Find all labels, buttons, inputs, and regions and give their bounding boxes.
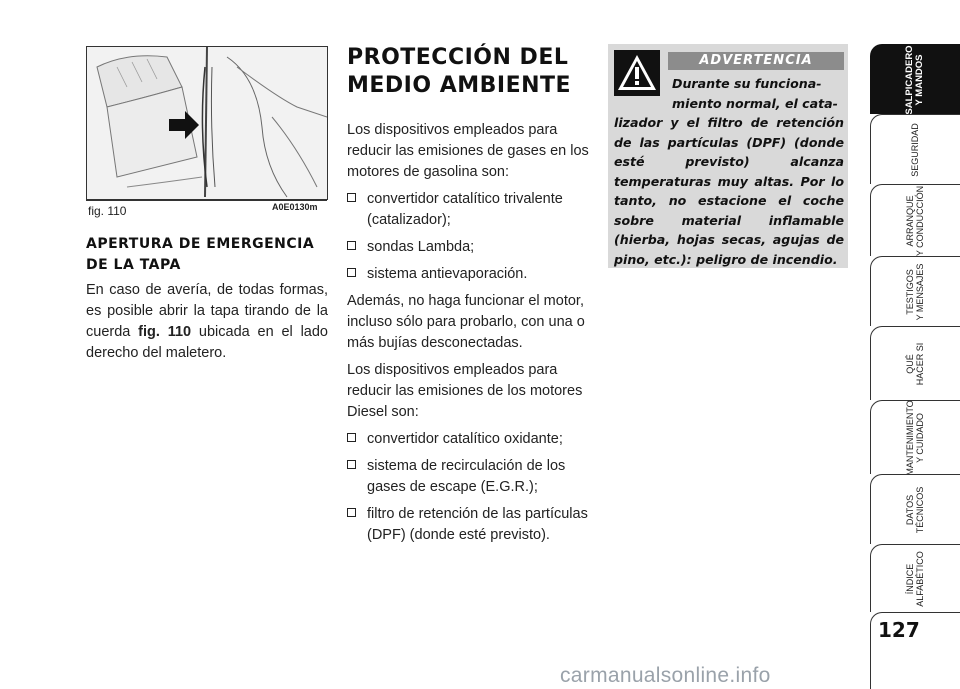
- warning-box: [608, 44, 848, 268]
- heading-line: DE LA TAPA: [86, 257, 181, 273]
- tab-chapter-1[interactable]: [870, 114, 960, 184]
- gasoline-intro: Los dispositivos empleados para reducir las emisiones de gases en los motores de gasolina son:: [347, 122, 589, 180]
- list-item-text: sistema antievaporación.: [367, 266, 528, 282]
- section-heading-emergency: [86, 234, 330, 276]
- tab-chapter-2[interactable]: [870, 184, 960, 256]
- list-item-text: convertidor catalítico oxidante;: [367, 431, 563, 447]
- tab-label-line: Y CUIDADO: [915, 412, 925, 463]
- tab-label-line: TESTIGOS: [905, 268, 915, 315]
- list-item: [347, 504, 589, 546]
- tab-chapter-7[interactable]: [870, 544, 960, 612]
- environment-section: [347, 120, 589, 552]
- diesel-list: [347, 429, 589, 546]
- figure-caption: fig. 110: [88, 204, 127, 218]
- tab-chapter-0[interactable]: [870, 44, 960, 114]
- chapter-tabs: [870, 0, 960, 689]
- warning-text: [614, 74, 844, 269]
- checkbox-bullet-icon: [347, 193, 356, 202]
- spark-plug-note: Además, no haga funcionar el motor, incluso sólo para probarlo, con una o más bujías desconectadas.: [347, 293, 585, 351]
- tab-label-line: ALFABÉTICO: [915, 550, 925, 607]
- tab-label-line: SEGURIDAD: [910, 122, 920, 177]
- figure-code: A0E0130m: [272, 202, 318, 212]
- tab-label-line: HACER SI: [915, 342, 925, 385]
- figure-reference: fig. 110: [138, 324, 192, 340]
- figure-rule: [86, 200, 327, 201]
- heading-line: APERTURA DE EMERGENCIA: [86, 236, 315, 252]
- title-line: PROTECCIÓN DEL: [347, 45, 569, 70]
- list-item-text: sistema de recirculación de los gases de escape (E.G.R.);: [367, 458, 566, 495]
- tab-label: [905, 551, 925, 607]
- checkbox-bullet-icon: [347, 460, 356, 469]
- list-item: [347, 429, 589, 450]
- tab-label: [905, 400, 925, 475]
- title-line: MEDIO AMBIENTE: [347, 73, 572, 98]
- tab-label-line: ARRANQUE: [905, 195, 915, 247]
- diesel-intro: Los dispositivos empleados para reducir las emisiones de los motores Diesel son:: [347, 362, 583, 420]
- tab-label-line: MANTENIMIENTO: [905, 399, 915, 476]
- paragraph-text: En caso de avería, de todas formas, es posible abrir la tapa tirando de la cuerda: [86, 282, 328, 340]
- tab-label-line: Y MANDOS: [914, 53, 925, 106]
- gasoline-list: [347, 189, 589, 285]
- tab-label: [905, 263, 925, 320]
- tab-label-line: TÉCNICOS: [915, 486, 925, 533]
- emergency-paragraph: [86, 280, 328, 364]
- list-item: [347, 456, 589, 498]
- tab-chapter-3[interactable]: [870, 256, 960, 326]
- checkbox-bullet-icon: [347, 268, 356, 277]
- tab-chapter-6[interactable]: [870, 474, 960, 544]
- list-item-text: filtro de retención de las partículas (DPF) (donde esté previsto).: [367, 506, 588, 543]
- tab-label-line: ÍNDICE: [905, 563, 915, 594]
- tab-label: [905, 185, 925, 255]
- tab-label-line: DATOS: [905, 494, 915, 525]
- tab-label-line: QUÉ: [905, 353, 915, 374]
- warning-line: miento normal, el cata-: [672, 95, 838, 111]
- checkbox-bullet-icon: [347, 241, 356, 250]
- tab-chapter-5[interactable]: [870, 400, 960, 474]
- tab-label-line: Y CONDUCCIÓN: [915, 185, 925, 256]
- page-title: [347, 44, 597, 100]
- list-item-text: sondas Lambda;: [367, 239, 475, 255]
- list-item: [347, 189, 589, 231]
- tab-chapter-4[interactable]: [870, 326, 960, 400]
- list-item-text: convertidor catalítico trivalente (catalizador);: [367, 191, 563, 228]
- tab-label: [905, 486, 925, 533]
- list-item: [347, 237, 589, 258]
- tab-label: [905, 45, 925, 114]
- tab-label-line: SALPICADERO: [904, 44, 915, 115]
- warning-line: Durante su funciona-: [672, 76, 822, 91]
- warning-label: ADVERTENCIA: [668, 52, 844, 70]
- figure-illustration: [86, 46, 328, 200]
- trunk-illustration: [87, 47, 327, 199]
- list-item: [347, 264, 589, 285]
- tab-label-line: Y MENSAJES: [915, 263, 925, 320]
- page-number: 127: [878, 618, 920, 642]
- tab-label: [910, 123, 920, 177]
- tab-label: [905, 342, 925, 385]
- checkbox-bullet-icon: [347, 508, 356, 517]
- checkbox-bullet-icon: [347, 433, 356, 442]
- paragraph-text: ubicada en el lado derecho del maletero.: [86, 324, 328, 361]
- watermark: carmanualsonline.info: [560, 664, 771, 687]
- warning-body: lizador y el filtro de retención de las partículas (DPF) (donde esté previsto) alcanza temperaturas muy altas. Por lo tanto, no estacione el coche sobre material inflamable (hierba, hojas secas, agujas de pino, etc.): peligro de incendio.: [614, 115, 844, 267]
